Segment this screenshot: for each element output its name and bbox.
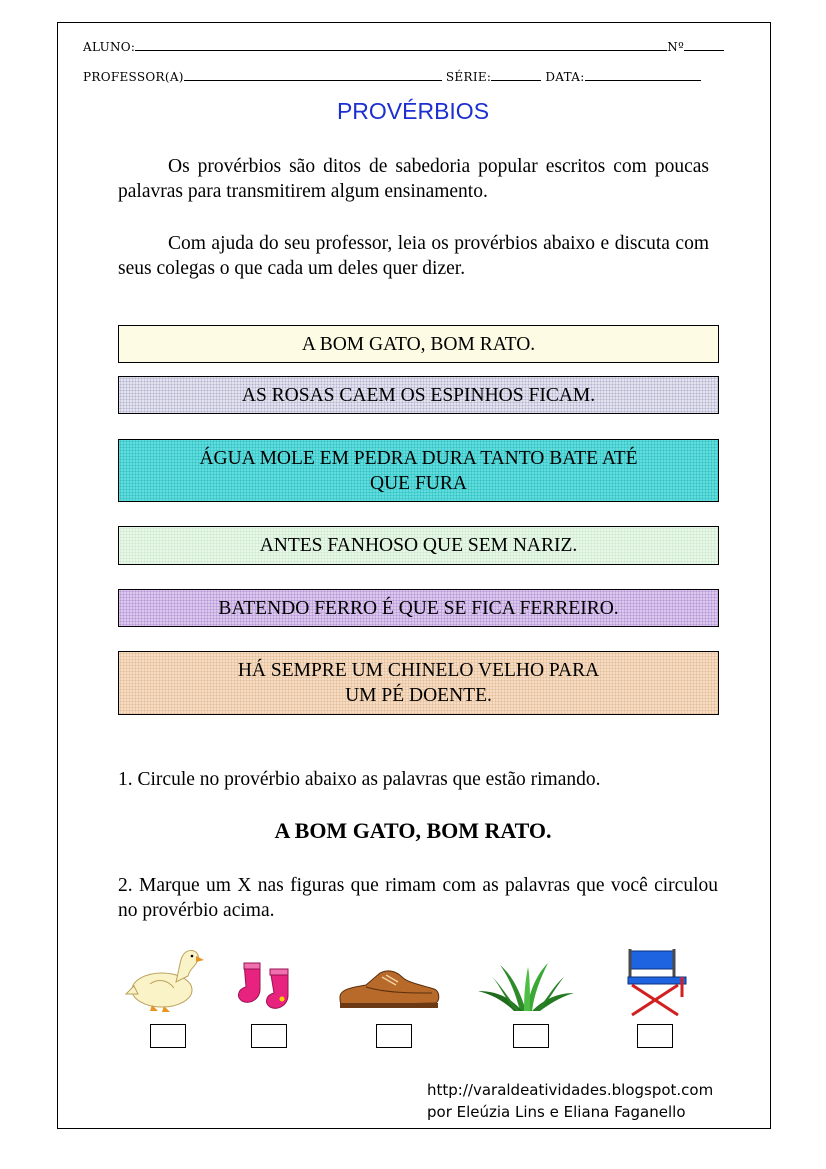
intro-paragraph-2: Com ajuda do seu professor, leia os provérbios abaixo e discuta com seus colegas o que cada um deles quer dizer. — [118, 233, 709, 279]
numero-label: Nº — [667, 40, 685, 54]
teacher-line — [83, 69, 701, 84]
question-1: 1. Circule no provérbio abaixo as palavras que estão rimando. — [118, 769, 601, 790]
proverb-text: HÁ SEMPRE UM CHINELO VELHO PARA — [237, 660, 600, 681]
serie-field[interactable] — [491, 69, 541, 81]
proverb-text: A BOM GATO, BOM RATO. — [301, 333, 536, 355]
serie-label: SÉRIE: — [445, 70, 492, 84]
checkbox-shoe[interactable] — [376, 1024, 412, 1048]
proverb-text: ANTES FANHOSO QUE SEM NARIZ. — [259, 535, 578, 556]
professor-field[interactable] — [184, 69, 442, 81]
checkbox-socks[interactable] — [251, 1024, 287, 1048]
student-line — [83, 39, 724, 54]
grass-icon — [476, 961, 576, 1013]
page-title: PROVÉRBIOS — [336, 98, 490, 124]
proverb-box-2 — [118, 376, 719, 414]
shoe-icon — [336, 967, 440, 1011]
professor-label: PROFESSOR(A) — [83, 70, 184, 84]
credit-authors: por Eleúzia Lins e Eliana Faganello — [427, 1103, 686, 1121]
proverb-box-1 — [118, 325, 719, 363]
data-label: DATA: — [545, 70, 585, 84]
checkbox-duck[interactable] — [150, 1024, 186, 1048]
proverb-text: BATENDO FERRO É QUE SE FICA FERREIRO. — [218, 597, 619, 619]
duck-icon — [124, 946, 204, 1012]
credit-url[interactable]: http://varaldeatividades.blogspot.com — [427, 1081, 714, 1099]
checkbox-chair[interactable] — [637, 1024, 673, 1048]
proverb-text: ÁGUA MOLE EM PEDRA DURA TANTO BATE ATÉ — [199, 447, 638, 469]
intro-paragraph-1: Os provérbios são ditos de sabedoria popular escritos com poucas palavras para transmitirem algum ensinamento. — [118, 156, 709, 202]
chair-icon — [624, 947, 690, 1017]
proverb-text: AS ROSAS CAEM OS ESPINHOS FICAM. — [241, 384, 596, 406]
proverb-box-3 — [118, 439, 719, 502]
question-2: 2. Marque um X nas figuras que rimam com as palavras que você circulou no provérbio acima. — [118, 875, 718, 921]
proverb-box-4 — [118, 526, 719, 565]
numero-field[interactable] — [684, 39, 724, 51]
checkbox-grass[interactable] — [513, 1024, 549, 1048]
aluno-field[interactable] — [135, 39, 667, 51]
proverb-box-6 — [118, 651, 719, 715]
socks-icon — [236, 961, 302, 1011]
highlight-proverb: A BOM GATO, BOM RATO. — [274, 818, 552, 843]
proverb-text: QUE FURA — [370, 472, 467, 494]
proverb-box-5 — [118, 589, 719, 627]
aluno-label: ALUNO: — [83, 40, 136, 54]
proverb-text: UM PÉ DOENTE. — [345, 685, 492, 706]
data-field[interactable] — [585, 69, 701, 81]
